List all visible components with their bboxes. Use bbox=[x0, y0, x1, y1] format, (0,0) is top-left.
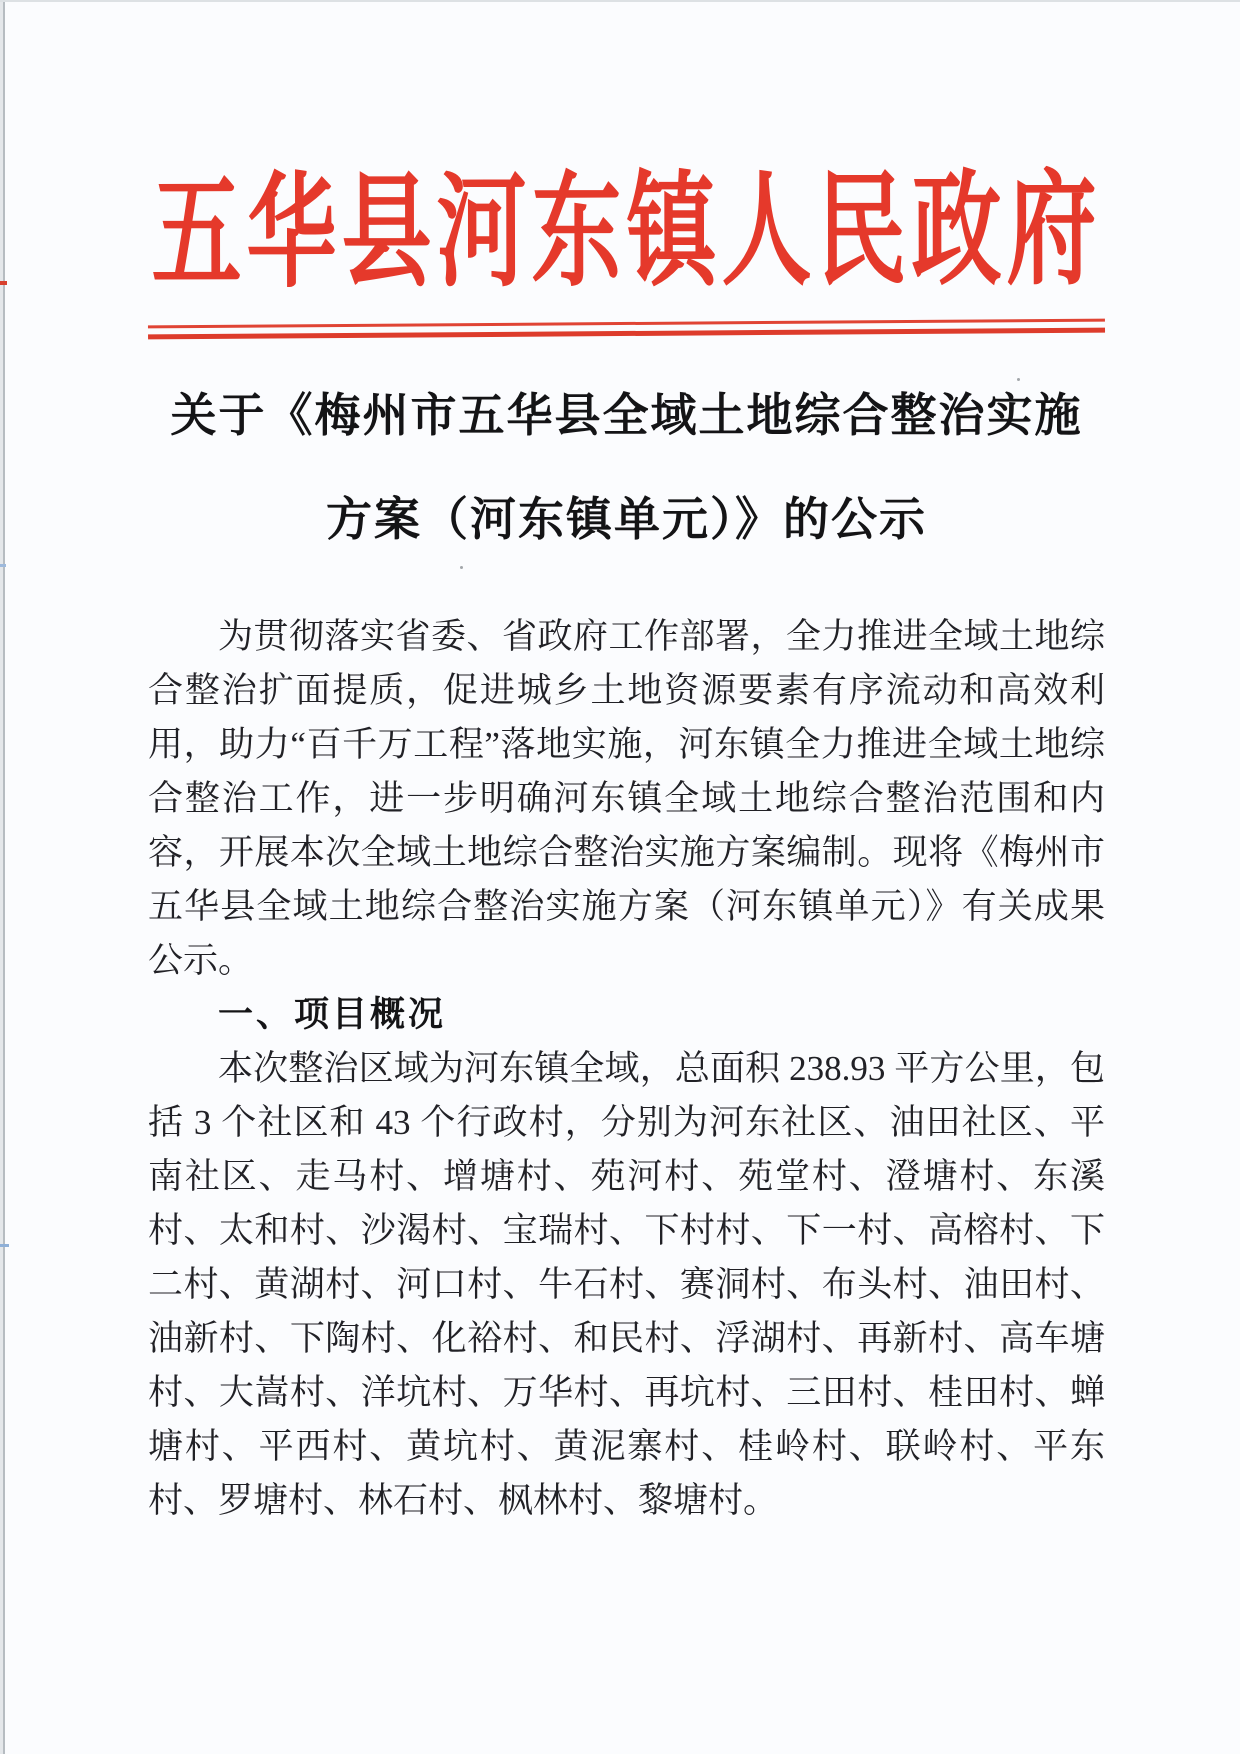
body-line: 容，开展本次全域土地综合整治实施方案编制。现将《梅州市 bbox=[148, 833, 1105, 872]
paragraph-2 bbox=[148, 1042, 1105, 1528]
document-body bbox=[148, 610, 1105, 1528]
body-line: 公示。 bbox=[148, 941, 254, 980]
body-line: 油新村、下陶村、化裕村、和民村、浮湖村、再新村、高车塘 bbox=[148, 1319, 1105, 1358]
body-line: 二村、黄湖村、河口村、牛石村、赛洞村、布头村、油田村、 bbox=[148, 1265, 1105, 1304]
document-content bbox=[148, 158, 1105, 1528]
body-line: 南社区、走马村、增塘村、苑河村、苑堂村、澄塘村、东溪 bbox=[148, 1157, 1105, 1196]
document-title bbox=[148, 364, 1105, 572]
body-line: 本次整治区域为河东镇全域，总面积 238.93 平方公里，包 bbox=[218, 1049, 1105, 1088]
scan-blue-tick-1 bbox=[0, 564, 6, 567]
government-letterhead-title: 五华县河东镇人民政府 bbox=[151, 163, 1102, 304]
body-line: 为贯彻落实省委、省政府工作部署，全力推进全域土地综 bbox=[218, 617, 1105, 656]
scan-blue-tick-2 bbox=[0, 1244, 9, 1247]
body-line: 村、大嵩村、洋坑村、万华村、再坑村、三田村、桂田村、蝉 bbox=[148, 1373, 1105, 1412]
body-line: 塘村、平西村、黄坑村、黄泥寨村、桂岭村、联岭村、平东 bbox=[148, 1427, 1105, 1466]
body-line: 括 3 个社区和 43 个行政村，分别为河东社区、油田社区、平 bbox=[148, 1103, 1105, 1142]
scan-edge-top-line bbox=[0, 0, 1240, 2]
paragraph-1 bbox=[148, 610, 1105, 988]
scan-edge-left-line bbox=[3, 0, 5, 1754]
body-line: 五华县全域土地综合整治实施方案（河东镇单元）》有关成果 bbox=[148, 887, 1105, 926]
body-line: 合整治工作，进一步明确河东镇全域土地综合整治范围和内 bbox=[148, 779, 1105, 818]
body-line: 用，助力“百千万工程”落地实施，河东镇全力推进全域土地综 bbox=[148, 725, 1105, 764]
body-line: 村、太和村、沙渴村、宝瑞村、下村村、下一村、高榕村、下 bbox=[148, 1211, 1105, 1250]
scan-red-tick bbox=[0, 281, 7, 285]
document-title-line-1: 关于《梅州市五华县全域土地综合整治实施 bbox=[170, 390, 1083, 441]
document-title-line-2: 方案（河东镇单元）》的公示 bbox=[326, 494, 927, 545]
body-line: 村、罗塘村、林石村、枫林村、黎塘村。 bbox=[148, 1481, 779, 1520]
section-heading-project-overview: 一、项目概况 bbox=[218, 995, 447, 1034]
body-line: 合整治扩面提质，促进城乡土地资源要素有序流动和高效利 bbox=[148, 671, 1105, 710]
